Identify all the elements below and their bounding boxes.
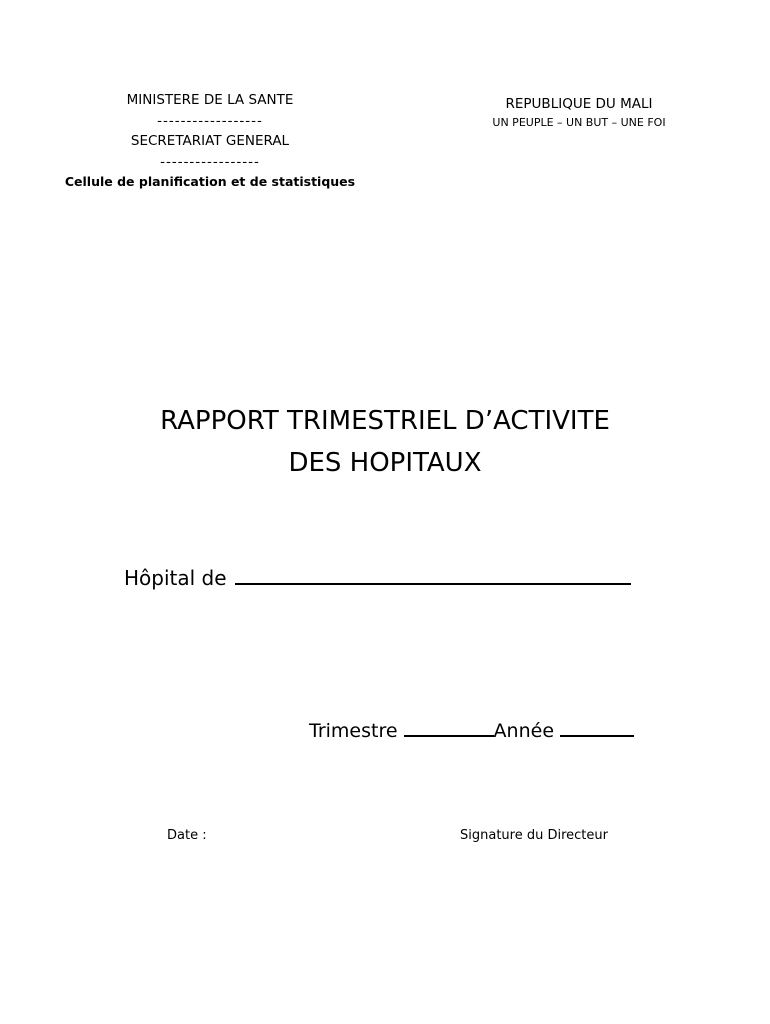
- title-line-1: RAPPORT TRIMESTRIEL D’ACTIVITE: [160, 406, 610, 436]
- document-title: [0, 400, 770, 484]
- signature-label: Signature du Directeur: [460, 828, 608, 843]
- title-line-2: DES HOPITAUX: [288, 448, 482, 478]
- date-label: Date :: [167, 828, 207, 843]
- secretariat-name: SECRETARIAT GENERAL: [130, 133, 290, 149]
- republic-header: [468, 95, 690, 131]
- trimestre-blank-line[interactable]: [404, 717, 494, 737]
- cellule-name: Cellule de planification et de statistiques: [64, 174, 356, 189]
- ministry-header: [30, 90, 390, 193]
- hopital-blank-line[interactable]: [235, 565, 631, 585]
- hopital-label: Hôpital de: [124, 566, 227, 590]
- republic-name: REPUBLIQUE DU MALI: [505, 96, 653, 112]
- ministry-name: MINISTERE DE LA SANTE: [126, 92, 294, 108]
- national-motto: UN PEUPLE – UN BUT – UNE FOI: [492, 116, 666, 129]
- period-field: [309, 716, 634, 746]
- trimestre-label: Trimestre: [309, 720, 398, 742]
- hopital-field: [124, 563, 631, 593]
- header-separator: ------------------: [157, 112, 263, 129]
- annee-label: Année: [493, 720, 555, 742]
- header-separator: -----------------: [160, 153, 260, 170]
- annee-blank-line[interactable]: [560, 717, 634, 737]
